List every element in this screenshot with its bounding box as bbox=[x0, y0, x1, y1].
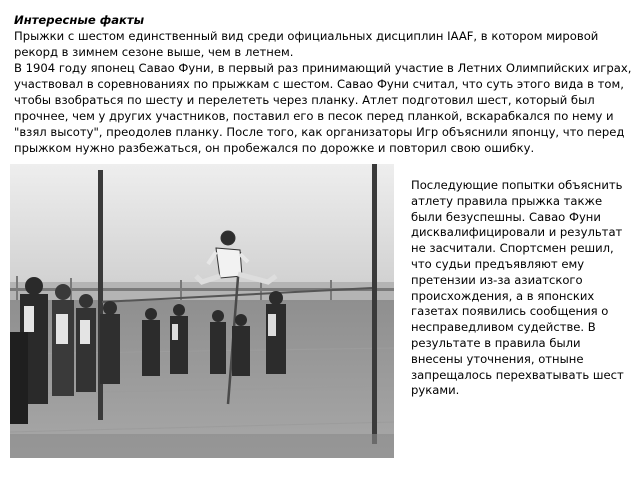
aftermath-paragraph: Последующие попытки объяснить атлету правила прыжка также были безуспешны. Савао Фуни дисквалифицировали и результат не засчитали. Спортсмен решил, что судьи предъявляют ему претензии из-за азиатского происхождения, а в японских газетах появились сообщения о несправедливом судействе. В результате в правила были внесены уточнения, отныне запрещалось перехватывать шест руками. bbox=[411, 178, 624, 398]
facts-heading: Интересные факты bbox=[14, 13, 145, 27]
story-paragraph: В 1904 году японец Савао Фуни, в первый раз принимающий участие в Летних Олимпийских играх, участвовал в соревнованиях по прыжкам с шестом. Савао Фуни считал, что суть этого вида в том, чтобы взобраться по шесту и перелететь через планку. Атлет подготовил шест, который был прочнее, чем у других участников, поставил его в песок перед планкой, вскарабкался по нему и "взял высоту", преодолев планку. После того, как организаторы Игр объяснили японцу, что перед прыжком нужно разбежаться, он пробежался по дорожке и повторил свою ошибку. bbox=[14, 61, 632, 155]
pole-vault-photo-illustration bbox=[10, 164, 394, 458]
intro-text-block bbox=[14, 12, 632, 156]
historical-photo bbox=[10, 164, 394, 458]
intro-paragraph: Прыжки с шестом единственный вид среди официальных дисциплин IAAF, в котором мировой рекорд в зимнем сезоне выше, чем в летнем. bbox=[14, 29, 599, 59]
